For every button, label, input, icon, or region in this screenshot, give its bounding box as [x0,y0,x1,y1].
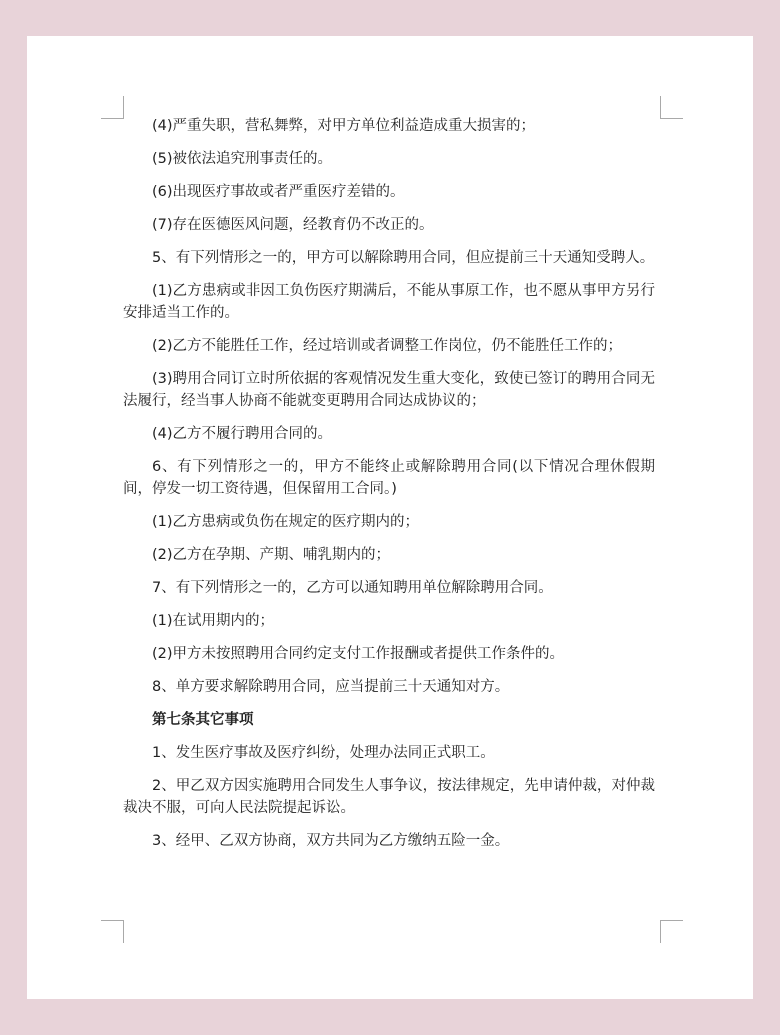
margin-corner-top-left [101,96,124,119]
margin-corner-bottom-left [101,920,124,943]
paragraph: (5)被依法追究刑事责任的。 [152,151,333,167]
paragraph: (1)在试用期内的； [152,613,275,629]
paragraph: 7、有下列情形之一的，乙方可以通知聘用单位解除聘用合同。 [152,580,553,596]
document-page [27,36,753,999]
paragraph: 6、有下列情形之一的，甲方不能终止或解除聘用合同(以下情况合理休假期间，停发一切工资待遇，但保留用工合同。) [123,459,655,497]
paragraph: 2、甲乙双方因实施聘用合同发生人事争议，按法律规定，先申请仲裁，对仲裁裁决不服，可向人民法院提起诉讼。 [123,778,655,816]
margin-corner-top-right [660,96,683,119]
paragraph: (6)出现医疗事故或者严重医疗差错的。 [152,184,405,200]
paragraph: (2)乙方在孕期、产期、哺乳期内的； [152,547,391,563]
paragraph: (2)甲方未按照聘用合同约定支付工作报酬或者提供工作条件的。 [152,646,565,662]
paragraph: (1)乙方患病或非因工负伤医疗期满后，不能从事原工作，也不愿从事甲方另行安排适当工作的。 [123,283,655,321]
paragraph: 1、发生医疗事故及医疗纠纷，处理办法同正式职工。 [152,745,495,761]
paragraph: (3)聘用合同订立时所依据的客观情况发生重大变化，致使已签订的聘用合同无法履行，经当事人协商不能就变更聘用合同达成协议的； [123,371,655,409]
document-body [123,115,655,863]
paragraph: 5、有下列情形之一的，甲方可以解除聘用合同，但应提前三十天通知受聘人。 [152,250,655,266]
paragraph: 3、经甲、乙双方协商，双方共同为乙方缴纳五险一金。 [152,833,510,849]
paragraph: (2)乙方不能胜任工作，经过培训或者调整工作岗位，仍不能胜任工作的； [152,338,623,354]
margin-corner-bottom-right [660,920,683,943]
paragraph: (4)乙方不履行聘用合同的。 [152,426,333,442]
paragraph: 8、单方要求解除聘用合同，应当提前三十天通知对方。 [152,679,510,695]
paragraph: (4)严重失职，营私舞弊，对甲方单位利益造成重大损害的； [152,118,536,134]
paragraph: (1)乙方患病或负伤在规定的医疗期内的； [152,514,420,530]
section-heading: 第七条其它事项 [152,712,254,728]
paragraph: (7)存在医德医风问题，经教育仍不改正的。 [152,217,434,233]
